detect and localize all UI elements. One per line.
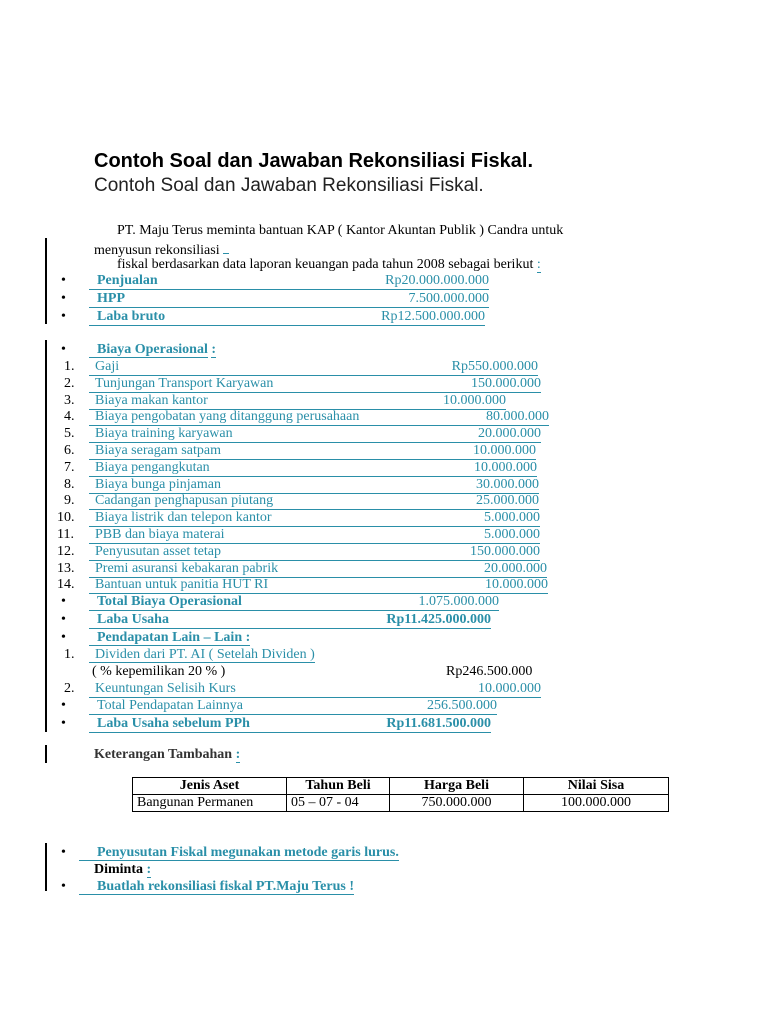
bullet: • — [61, 594, 66, 609]
change-bar — [45, 745, 47, 763]
biaya-header: Biaya Operasional : — [89, 342, 216, 358]
bullet: • — [61, 342, 66, 357]
bullet: • — [61, 698, 66, 713]
table-header: Harga Beli — [390, 778, 524, 795]
table-header: Nilai Sisa — [524, 778, 669, 795]
page-title: Contoh Soal dan Jawaban Rekonsiliasi Fiskal. — [94, 150, 534, 172]
table-header: Tahun Beli — [287, 778, 390, 795]
biaya-row: Penyusutan asset tetap 150.000.000 — [89, 544, 540, 561]
biaya-row: Tunjungan Transport Karyawan 150.000.000 — [89, 376, 541, 393]
laba-usaha-row: Laba Usaha Rp11.425.000.000 — [89, 612, 491, 629]
bullet: • — [61, 273, 66, 288]
biaya-row: Gaji Rp550.000.000 — [89, 359, 538, 376]
bullet: • — [61, 612, 66, 627]
summary-row: Penjualan Rp20.000.000.000 — [89, 273, 489, 290]
bullet: • — [61, 879, 66, 894]
bullet: • — [61, 716, 66, 731]
bullet: • — [61, 309, 66, 324]
total-pendapatan-row: Total Pendapatan Lainnya 256.500.000 — [89, 698, 497, 715]
item-number: 6. — [64, 443, 75, 458]
biaya-row: Biaya listrik dan telepon kantor 5.000.000 — [89, 510, 540, 527]
item-number: 7. — [64, 459, 75, 475]
table-cell: Bangunan Permanen — [133, 795, 287, 812]
table-cell: 100.000.000 — [524, 795, 669, 812]
item-number: 10. — [57, 510, 75, 526]
biaya-row: Biaya seragam satpam 10.000.000 — [89, 443, 536, 460]
item-number: 1. — [64, 647, 75, 662]
item-number: 14. — [57, 577, 75, 593]
dividen-value: Rp246.500.000 — [446, 664, 533, 679]
biaya-row: Bantuan untuk panitia HUT RI 10.000.000 — [89, 577, 548, 594]
tugas-item: Buatlah rekonsiliasi fiskal PT.Maju Terus ! — [79, 879, 354, 895]
biaya-row: Cadangan penghapusan piutang 25.000.000 — [89, 493, 539, 510]
diminta-label: Diminta : — [94, 862, 152, 877]
laba-sebelum-pph-row: Laba Usaha sebelum PPh Rp11.681.500.000 — [89, 716, 491, 733]
biaya-row: Premi asuransi kebakaran pabrik 20.000.000 — [89, 561, 547, 578]
kurs-row: Keuntungan Selisih Kurs 10.000.000 — [89, 681, 541, 698]
biaya-row: Biaya pengobatan yang ditanggung perusahaan 80.000.000 — [89, 409, 549, 426]
penyusutan-note: Penyusutan Fiskal megunakan metode garis lurus. — [79, 845, 399, 861]
biaya-row: Biaya bunga pinjaman 30.000.000 — [89, 477, 539, 494]
item-number: 4. — [64, 409, 75, 425]
item-number: 5. — [64, 426, 75, 442]
bullet: • — [61, 845, 66, 860]
item-number: 9. — [64, 493, 75, 509]
intro-line-2: menyusun rekonsiliasi — [94, 240, 229, 259]
table-cell: 750.000.000 — [390, 795, 524, 812]
item-number: 12. — [57, 543, 75, 559]
table-header: Jenis Aset — [133, 778, 287, 795]
table-row — [133, 795, 669, 812]
biaya-row: Biaya training karyawan 20.000.000 — [89, 426, 541, 443]
summary-row: HPP 7.500.000.000 — [89, 291, 489, 308]
change-bar — [45, 843, 47, 891]
summary-row: Laba bruto Rp12.500.000.000 — [89, 309, 485, 326]
bullet: • — [61, 630, 66, 645]
item-number: 2. — [64, 681, 75, 696]
pendapatan-header: Pendapatan Lain – Lain : — [89, 630, 250, 646]
item-number: 1. — [64, 359, 75, 374]
bullet: • — [61, 291, 66, 306]
asset-table — [132, 777, 669, 812]
item-number: 11. — [57, 527, 74, 542]
table-cell: 05 – 07 - 04 — [287, 795, 390, 812]
intro-line-3: fiskal berdasarkan data laporan keuangan pada tahun 2008 sebagai berikut : — [117, 257, 541, 272]
page-subtitle: Contoh Soal dan Jawaban Rekonsiliasi Fiskal. — [94, 175, 484, 196]
change-bar — [45, 340, 47, 732]
biaya-row: Biaya makan kantor 10.000.000 — [89, 393, 506, 410]
dividen-sub: ( % kepemilikan 20 % ) — [92, 664, 226, 679]
intro-line-1: PT. Maju Terus meminta bantuan KAP ( Kantor Akuntan Publik ) Candra untuk — [117, 223, 564, 238]
item-number: 3. — [64, 392, 75, 408]
total-biaya-row: Total Biaya Operasional 1.075.000.000 — [89, 594, 499, 611]
item-number: 13. — [57, 560, 75, 576]
dividen-label: Dividen dari PT. AI ( Setelah Dividen ) — [89, 647, 315, 663]
biaya-row: Biaya pengangkutan 10.000.000 — [89, 460, 537, 477]
item-number: 2. — [64, 375, 75, 391]
item-number: 8. — [64, 476, 75, 492]
change-bar — [45, 238, 47, 324]
biaya-row: PBB dan biaya materai 5.000.000 — [89, 527, 540, 544]
keterangan-label: Keterangan Tambahan : — [94, 747, 241, 762]
